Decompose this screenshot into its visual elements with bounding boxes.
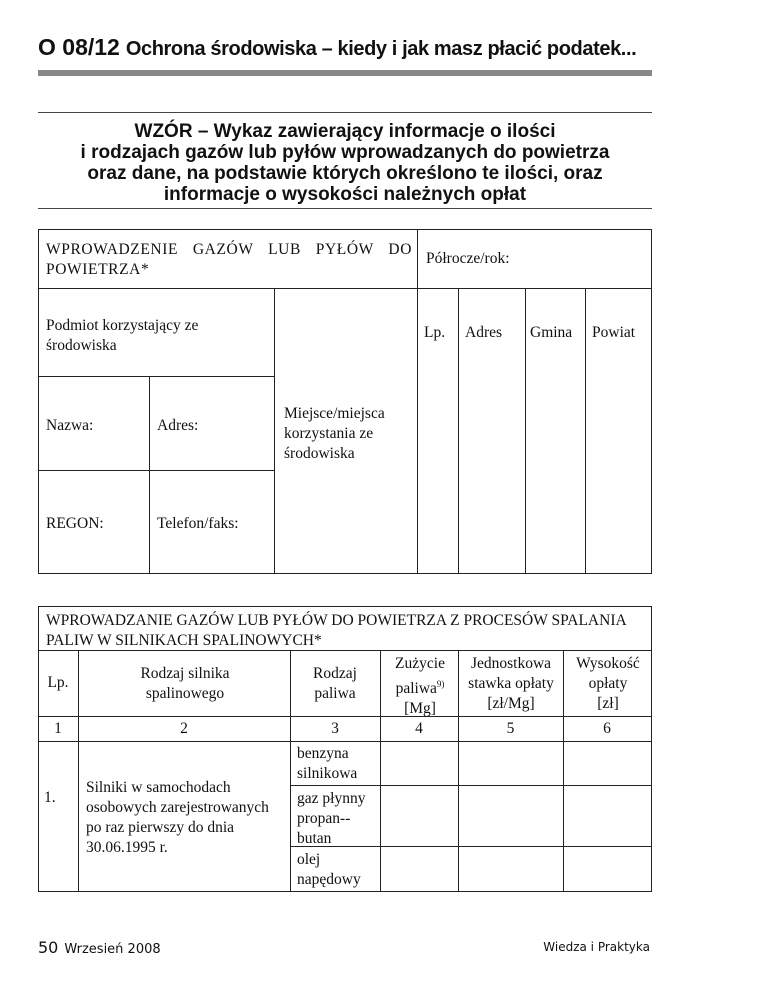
fuel-petrol: benzyna silnikowa: [297, 745, 358, 782]
col-number: 4: [415, 720, 423, 737]
col-powiat: Powiat: [592, 324, 636, 341]
footnote-ref: 9): [436, 679, 445, 689]
header-fuel-use-label: Zużycie paliwa: [395, 655, 445, 698]
regon-label: REGON:: [46, 515, 104, 532]
engine-description: Silniki w samochodach osobowych zarejestrowanych po raz pierwszy do dnia 30.06.1995 r.: [86, 779, 269, 856]
col-address: Adres: [465, 324, 503, 341]
header-fuel-use: [388, 654, 452, 719]
header-engine-type: Rodzaj silnika spalinowego: [140, 665, 230, 702]
footer-left: [38, 938, 161, 957]
page-header: [38, 34, 738, 60]
address-label: Adres:: [157, 417, 199, 434]
col-number: 6: [603, 720, 611, 737]
header-unit-rate-label: Jednostkowa stawka opłaty: [468, 655, 554, 692]
row-lp: 1.: [44, 789, 56, 806]
header-fee: [566, 654, 650, 714]
col-lp: Lp.: [424, 324, 446, 341]
issue-date: Wrzesień 2008: [64, 942, 161, 957]
form-title-line: WZÓR – Wykaz zawierający informacje o ilości: [134, 121, 556, 142]
header-fee-unit: [zł]: [597, 695, 619, 712]
place-label: Miejsce/miejsca korzystania ze środowiska: [284, 405, 385, 462]
header-lp: Lp.: [47, 674, 69, 691]
table2-heading: WPROWADZANIE GAZÓW LUB PYŁÓW DO POWIETRZA Z PROCESÓW SPALANIA PALIW W SILNIKACH SPALINOWYCH*: [46, 612, 626, 649]
publisher-name: Wiedza i Praktyka: [543, 940, 650, 954]
entity-label: Podmiot korzystający ze środowiska: [46, 317, 199, 354]
col-number: 1: [54, 720, 62, 737]
col-gmina: Gmina: [530, 324, 573, 341]
header-title: Ochrona środowiska – kiedy i jak masz płacić podatek...: [125, 38, 637, 60]
form-title-line: informacje o wysokości należnych opłat: [163, 184, 527, 205]
name-label: Nazwa:: [46, 417, 94, 434]
table1-heading: WPROWADZENIE GAZÓW LUB PYŁÓW DO POWIETRZA*: [46, 241, 412, 278]
period-label: Półrocze/rok:: [426, 250, 510, 267]
col-number: 3: [331, 720, 339, 737]
header-unit-rate: [462, 654, 560, 714]
page-number: 50: [38, 938, 59, 957]
form-title-box: [38, 112, 652, 209]
header-fuel-use-unit: [Mg]: [404, 700, 436, 718]
phone-label: Telefon/faks:: [157, 515, 239, 532]
header-unit-rate-unit: [zł/Mg]: [487, 695, 535, 712]
col-number: 2: [180, 720, 188, 737]
header-fee-label: Wysokość opłaty: [576, 655, 640, 692]
fuel-diesel: olej napędowy: [297, 851, 361, 888]
header-fuel-type: Rodzaj paliwa: [313, 665, 357, 702]
col-number: 5: [506, 720, 515, 737]
form-title-line: i rodzajach gazów lub pyłów wprowadzanych do powietrza: [80, 142, 610, 163]
fuel-lpg: gaz płynny propan--butan: [297, 790, 366, 847]
form-title-line: oraz dane, na podstawie których określono te ilości, oraz: [87, 163, 603, 184]
header-rule: [38, 70, 652, 76]
document-code: O 08/12: [38, 34, 120, 60]
form-title: [38, 121, 652, 205]
